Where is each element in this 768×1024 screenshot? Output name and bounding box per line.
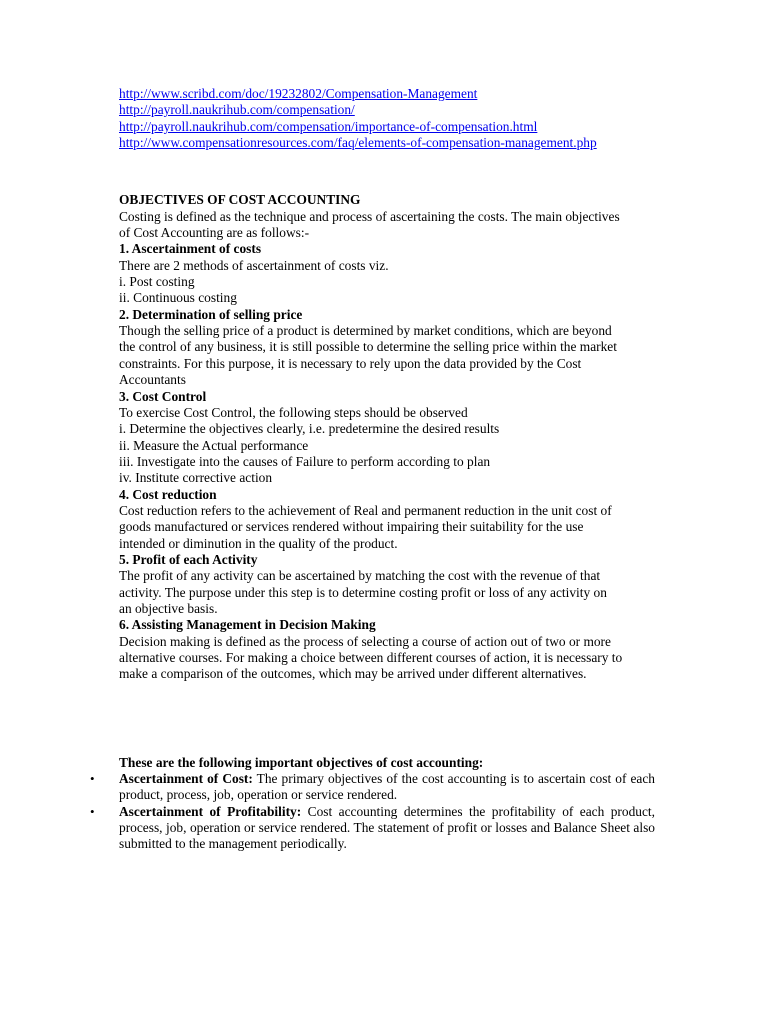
bullet-text: The primary objectives of the cost accounting is to ascertain cost of each product, process, job, operation or service rendered. (119, 771, 655, 803)
item-heading: 2. Determination of selling price (119, 306, 303, 322)
item-line: Decision making is defined as the process of selecting a course of action out of two or more (119, 633, 611, 649)
bullet-term: Ascertainment of Cost: (119, 771, 253, 787)
bullet-icon: • (90, 803, 95, 819)
item-heading: 1. Ascertainment of costs (119, 241, 262, 257)
item-heading: 5. Profit of each Activity (119, 551, 258, 567)
item-line: alternative courses. For making a choice between different courses of action, it is necessary to (119, 650, 623, 665)
item-line: Though the selling price of a product is determined by market conditions, which are beyond (119, 323, 612, 339)
item-line: make a comparison of the outcomes, which may be arrived under different alternatives. (119, 666, 587, 682)
item-heading: 4. Cost reduction (119, 486, 217, 502)
item-line: i. Post costing (119, 274, 195, 290)
reference-link[interactable]: http://www.compensationresources.com/faq/elements-of-compensation-management.php (119, 135, 597, 151)
item-line: The profit of any activity can be ascertained by matching the cost with the revenue of that (119, 568, 601, 584)
item-line: Accountants (119, 372, 186, 388)
item-line: goods manufactured or services rendered without impairing their suitability for the use (119, 519, 584, 535)
item-line: iii. Investigate into the causes of Failure to perform according to plan (119, 453, 491, 469)
section-title: OBJECTIVES OF COST ACCOUNTING (119, 192, 361, 208)
item-line: the control of any business, it is still possible to determine the selling price within the market (119, 339, 617, 355)
reference-link[interactable]: http://payroll.naukrihub.com/compensation/ (119, 102, 355, 118)
bullet-icon: • (90, 771, 95, 787)
objectives-bullet-list (90, 754, 655, 853)
document-page (90, 86, 655, 853)
reference-link[interactable]: http://payroll.naukrihub.com/compensation/importance-of-compensation.html (119, 118, 538, 134)
item-line: iv. Institute corrective action (119, 470, 273, 486)
bullet-term: Ascertainment of Profitability: (119, 803, 302, 819)
item-line: activity. The purpose under this step is to determine costing profit or loss of any activity on (119, 584, 607, 600)
item-line: ii. Measure the Actual performance (119, 437, 309, 453)
objectives-section (119, 192, 655, 682)
item-line: an objective basis. (119, 600, 218, 616)
bullet-item (90, 803, 655, 853)
item-line: i. Determine the objectives clearly, i.e. predetermine the desired results (119, 421, 500, 437)
item-line: To exercise Cost Control, the following steps should be observed (119, 404, 468, 420)
spacer (119, 683, 655, 755)
item-line: constraints. For this purpose, it is necessary to rely upon the data provided by the Cost (119, 355, 582, 371)
item-heading: 6. Assisting Management in Decision Making (119, 617, 376, 633)
intro-line: Costing is defined as the technique and process of ascertaining the costs. The main objectives (119, 208, 620, 224)
bullet-item (90, 771, 655, 804)
bullet-text: Cost accounting determines the profitability of each product, process, job, operation or service rendered. The statement of profit or losses and Balance Sheet also submitted to the management periodically. (119, 803, 655, 852)
reference-link[interactable]: http://www.scribd.com/doc/19232802/Compensation-Management (119, 86, 478, 101)
item-line: There are 2 methods of ascertainment of costs viz. (119, 257, 389, 273)
item-heading: 3. Cost Control (119, 388, 207, 404)
item-line: Cost reduction refers to the achievement of Real and permanent reduction in the unit cost of (119, 502, 612, 518)
intro-line: of Cost Accounting are as follows:- (119, 225, 310, 241)
bullet-list-intro: These are the following important objectives of cost accounting: (119, 754, 484, 770)
item-line: intended or diminution in the quality of the product. (119, 535, 398, 551)
item-line: ii. Continuous costing (119, 290, 237, 306)
reference-links (119, 86, 655, 151)
